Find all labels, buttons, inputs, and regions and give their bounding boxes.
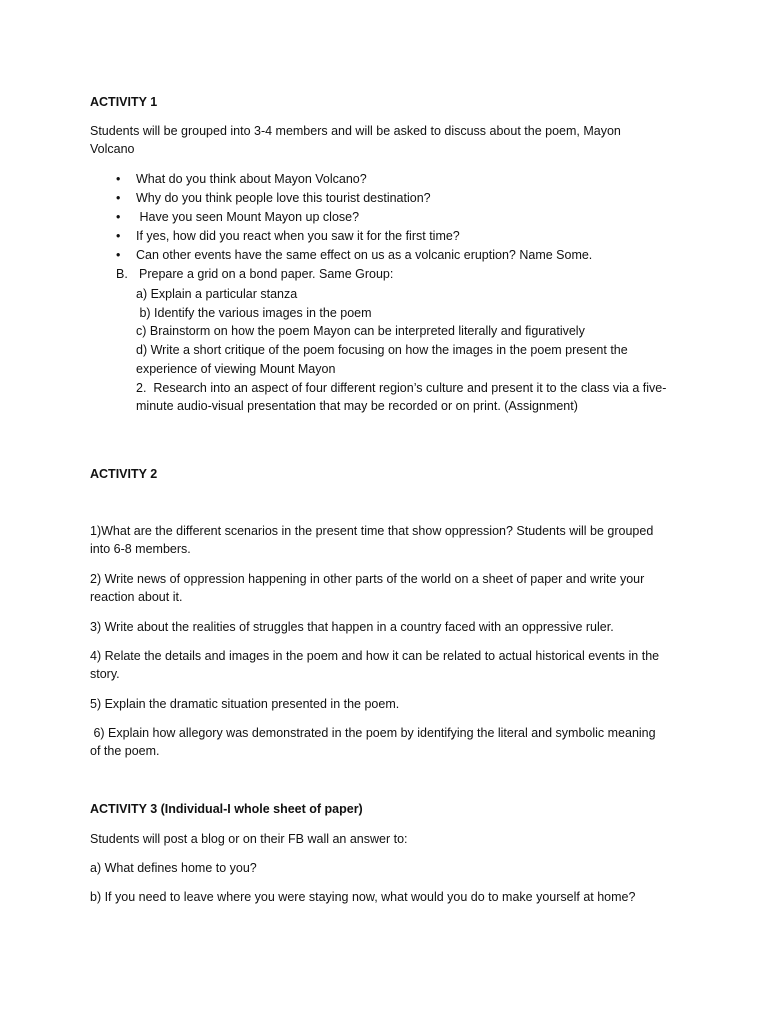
sub-item: minute audio-visual presentation that may be recorded or on print. (Assignment) [136,399,578,413]
list-item: Have you seen Mount Mayon up close? [136,210,360,224]
sub-item: c) Brainstorm on how the poem Mayon can be interpreted literally and figuratively [136,324,585,338]
bullet-marker: • [116,210,121,224]
list-item: 1)What are the different scenarios in the present time that show oppression? Students will be grouped [90,524,654,538]
list-item-continued: of the poem. [90,744,160,758]
list-item: 4) Relate the details and images in the poem and how it can be related to actual historical events in the [90,649,660,663]
sub-item: d) Write a short critique of the poem focusing on how the images in the poem present the [136,343,628,357]
bullet-marker: • [116,229,121,243]
list-item-continued: reaction about it. [90,590,183,604]
list-marker-b: B. [116,267,128,281]
activity1-intro-line2: Volcano [90,142,135,156]
sub-item: experience of viewing Mount Mayon [136,362,336,376]
sub-item: b) Identify the various images in the poem [136,306,372,320]
activity2-heading: ACTIVITY 2 [90,467,158,481]
list-item: 2) Write news of oppression happening in other parts of the world on a sheet of paper and write your [90,572,645,586]
list-item: 5) Explain the dramatic situation presented in the poem. [90,697,400,711]
list-item-continued: story. [90,667,120,681]
list-item: 6) Explain how allegory was demonstrated in the poem by identifying the literal and symbolic meaning [90,726,656,740]
activity3-heading: ACTIVITY 3 (Individual-I whole sheet of paper) [90,802,363,816]
activity1-heading: ACTIVITY 1 [90,95,158,109]
activity3-intro: Students will post a blog or on their FB wall an answer to: [90,832,408,846]
bullet-marker: • [116,172,121,186]
bullet-marker: • [116,248,121,262]
sub-item: 2. Research into an aspect of four different region’s culture and present it to the class via a five- [136,381,667,395]
list-item: Can other events have the same effect on us as a volcanic eruption? Name Some. [136,248,593,262]
list-item-continued: into 6-8 members. [90,542,191,556]
sub-item: a) Explain a particular stanza [136,287,298,301]
list-item: b) If you need to leave where you were staying now, what would you do to make yourself at home? [90,890,636,904]
list-item: If yes, how did you react when you saw it for the first time? [136,229,460,243]
activity1-intro-line1: Students will be grouped into 3-4 members and will be asked to discuss about the poem, Mayon [90,124,621,138]
bullet-marker: • [116,191,121,205]
list-item: What do you think about Mayon Volcano? [136,172,367,186]
list-item: a) What defines home to you? [90,861,257,875]
list-item-b: Prepare a grid on a bond paper. Same Group: [139,267,394,281]
list-item: Why do you think people love this tourist destination? [136,191,431,205]
list-item: 3) Write about the realities of struggles that happen in a country faced with an oppressive ruler. [90,620,614,634]
